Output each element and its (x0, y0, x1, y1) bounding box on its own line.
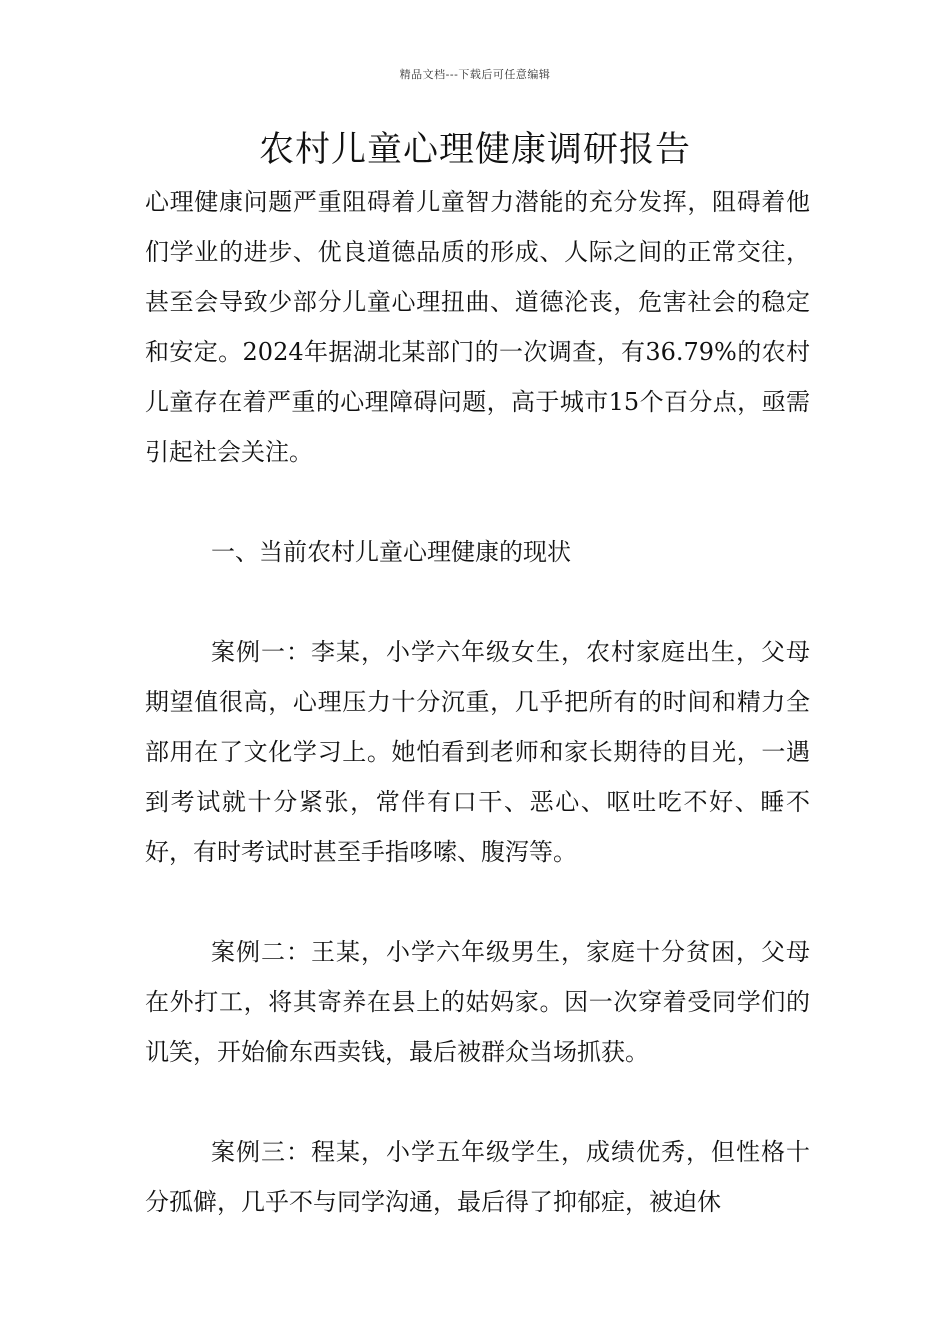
case-paragraph-2: 案例二：王某，小学六年级男生，家庭十分贫困，父母在外打工，将其寄养在县上的姑妈家。因一次穿着受同学们的讥笑，开始偷东西卖钱，最后被群众当场抓获。 (145, 938, 810, 1066)
case-paragraph-3: 案例三：程某，小学五年级学生，成绩优秀，但性格十分孤僻，几乎不与同学沟通，最后得了抑郁症，被迫休 (145, 1138, 810, 1216)
case-paragraph-1: 案例一：李某，小学六年级女生，农村家庭出生，父母期望值很高，心理压力十分沉重，几乎把所有的时间和精力全部用在了文化学习上。她怕看到老师和家长期待的目光，一遇到考试就十分紧张，常伴有口干、恶心、呕吐吃不好、睡不好，有时考试时甚至手指哆嗦、腹泻等。 (145, 638, 810, 866)
section-heading: 一、当前农村儿童心理健康的现状 (211, 538, 571, 566)
document-body (145, 177, 810, 1227)
intro-paragraph: 心理健康问题严重阻碍着儿童智力潜能的充分发挥，阻碍着他们学业的进步、优良道德品质的形成、人际之间的正常交往，甚至会导致少部分儿童心理扭曲、道德沦丧，危害社会的稳定和安定。2024年据湖北某部门的一次调查，有36.79%的农村儿童存在着严重的心理障碍问题，高于城市15个百分点，亟需引起社会关注。 (145, 188, 810, 466)
document-title: 农村儿童心理健康调研报告 (258, 130, 691, 170)
document-header-note: 精品文档---下载后可任意编辑 (399, 68, 551, 81)
